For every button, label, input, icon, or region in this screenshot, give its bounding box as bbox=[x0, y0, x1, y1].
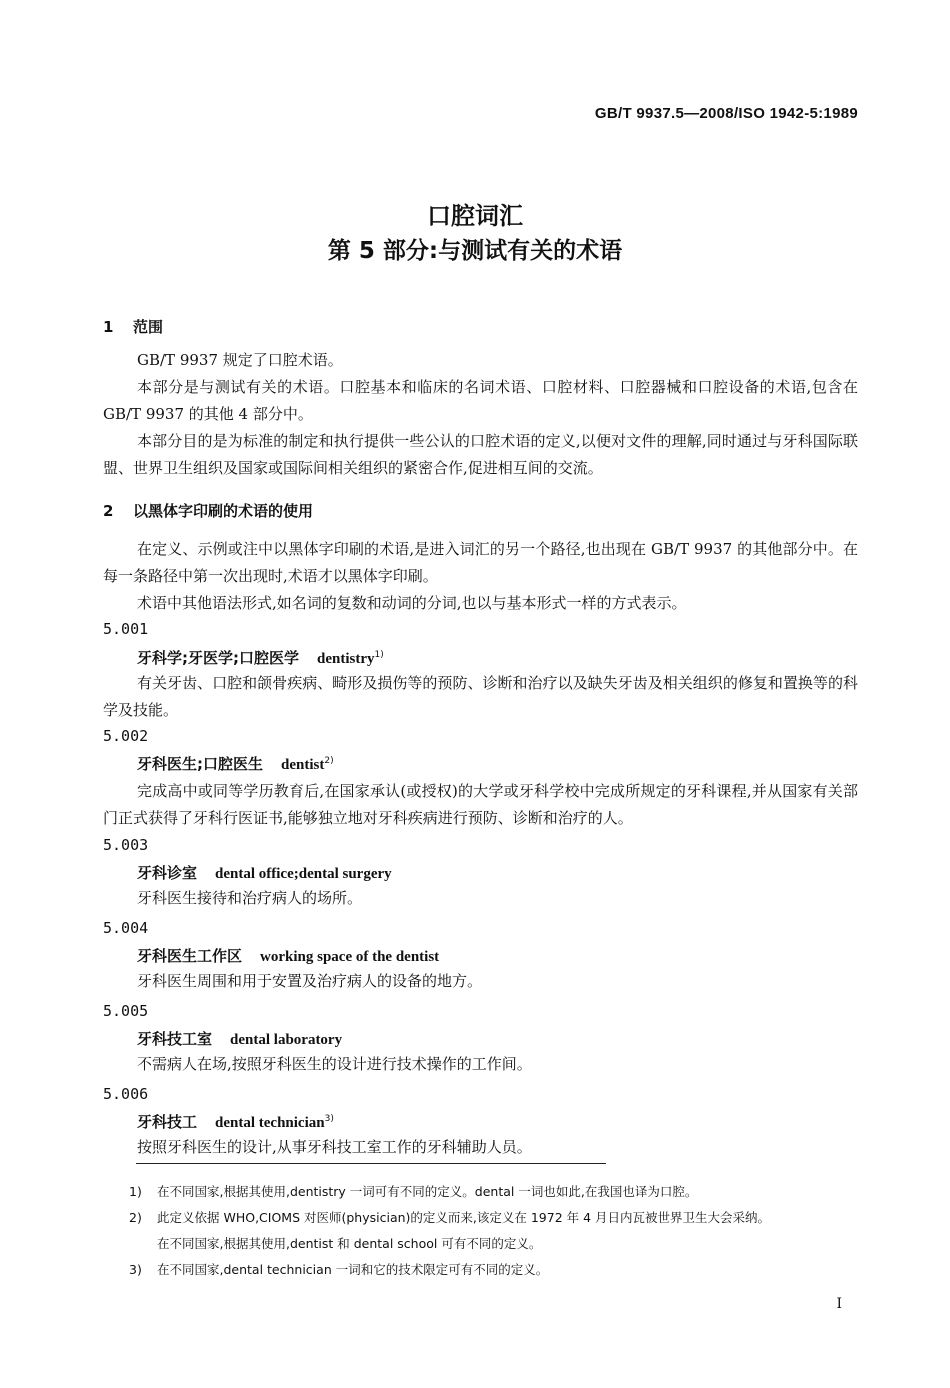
definition-text: 按照牙科医生的设计,从事牙科技工室工作的牙科辅助人员。 bbox=[137, 1138, 532, 1156]
document-title: 口腔词汇 bbox=[427, 202, 523, 230]
page-number: I bbox=[836, 1296, 842, 1312]
section-1-heading bbox=[103, 316, 163, 337]
term-zh: 牙科技工 bbox=[137, 1113, 198, 1131]
definition-text: 完成高中或同等学历教育后,在国家承认(或授权)的大学或牙科学校中完成所规定的牙科课程,并从国家有关部门正式获得了牙科行医证书,能够独立地对牙科疾病进行预防、诊断和治疗的人。 bbox=[103, 782, 858, 827]
entry-definition bbox=[103, 670, 858, 724]
footnote-ref: 1) bbox=[374, 650, 384, 660]
entry-term bbox=[137, 1028, 342, 1049]
footnote-continuation: 在不同国家,根据其使用,dentist 和 dental school 可有不同的定义。 bbox=[157, 1236, 542, 1251]
term-en: dentist bbox=[281, 757, 325, 773]
footnote-ref: 3) bbox=[324, 1114, 334, 1124]
footnote-mark: 2) bbox=[129, 1210, 142, 1225]
footnote bbox=[129, 1260, 548, 1280]
term-zh: 牙科医生;口腔医生 bbox=[137, 755, 263, 773]
footnote bbox=[129, 1182, 697, 1202]
entry-number: 5.005 bbox=[103, 1002, 149, 1020]
entry-definition bbox=[103, 885, 858, 912]
entry-term bbox=[137, 647, 384, 668]
term-en: dental office;dental surgery bbox=[215, 866, 392, 882]
footnote-mark: 1) bbox=[129, 1184, 142, 1199]
term-zh: 牙科技工室 bbox=[137, 1030, 213, 1048]
footnote-text: 此定义依据 WHO,CIOMS 对医师(physician)的定义而来,该定义在 1972 年 4 月日内瓦被世界卫生大会采纳。 bbox=[157, 1210, 771, 1225]
entry-number: 5.002 bbox=[103, 727, 149, 745]
paragraph: 本部分目的是为标准的制定和执行提供一些公认的口腔术语的定义,以便对文件的理解,同时通过与牙科国际联盟、世界卫生组织及国家或国际间相关组织的紧密合作,促进相互间的交流。 bbox=[103, 432, 858, 477]
entry-number: 5.006 bbox=[103, 1085, 149, 1103]
entry-definition bbox=[103, 1134, 858, 1161]
section-2-heading bbox=[103, 500, 313, 521]
paragraph: 术语中其他语法形式,如名词的复数和动词的分词,也以与基本形式一样的方式表示。 bbox=[137, 594, 687, 612]
term-en: dentistry bbox=[317, 651, 375, 667]
entry-number: 5.001 bbox=[103, 620, 149, 638]
entry-number: 5.004 bbox=[103, 919, 149, 937]
term-en: working space of the dentist bbox=[260, 949, 440, 965]
entry-number: 5.003 bbox=[103, 836, 149, 854]
entry-definition bbox=[103, 1051, 858, 1078]
entry-term bbox=[137, 862, 392, 883]
definition-text: 牙科医生接待和治疗病人的场所。 bbox=[137, 889, 363, 907]
entry-definition bbox=[103, 968, 858, 995]
standard-code: GB/T 9937.5—2008/ISO 1942-5:1989 bbox=[594, 105, 858, 122]
footnote bbox=[129, 1208, 770, 1228]
term-en: dental technician bbox=[215, 1115, 325, 1131]
footnote-text: 在不同国家,根据其使用,dentistry 一词可有不同的定义。dental 一词也如此,在我国也译为口腔。 bbox=[157, 1184, 698, 1199]
footnote-text: 在不同国家,dental technician 一词和它的技术限定可有不同的定义。 bbox=[157, 1262, 549, 1277]
document-subtitle: 第 5 部分:与测试有关的术语 bbox=[327, 238, 623, 264]
section-number: 1 bbox=[103, 318, 114, 336]
paragraph: 在定义、示例或注中以黑体字印刷的术语,是进入词汇的另一个路径,也出现在 GB/T 9937 的其他部分中。在每一条路径中第一次出现时,术语才以黑体字印刷。 bbox=[103, 540, 858, 585]
definition-text: 不需病人在场,按照牙科医生的设计进行技术操作的工作间。 bbox=[137, 1055, 532, 1073]
entry-term bbox=[137, 753, 334, 774]
section-2-body bbox=[103, 536, 858, 617]
footnote-ref: 2) bbox=[324, 756, 334, 766]
term-zh: 牙科诊室 bbox=[137, 864, 198, 882]
section-number: 2 bbox=[103, 502, 114, 520]
entry-term bbox=[137, 945, 439, 966]
term-zh: 牙科学;牙医学;口腔医学 bbox=[137, 649, 299, 667]
paragraph: 本部分是与测试有关的术语。口腔基本和临床的名词术语、口腔材料、口腔器械和口腔设备的术语,包含在 GB/T 9937 的其他 4 部分中。 bbox=[103, 378, 858, 423]
paragraph: GB/T 9937 规定了口腔术语。 bbox=[137, 351, 343, 369]
section-title: 范围 bbox=[133, 318, 164, 336]
section-title: 以黑体字印刷的术语的使用 bbox=[133, 502, 314, 520]
term-zh: 牙科医生工作区 bbox=[137, 947, 243, 965]
section-1-body bbox=[103, 347, 858, 482]
term-en: dental laboratory bbox=[230, 1032, 343, 1048]
definition-text: 有关牙齿、口腔和颌骨疾病、畸形及损伤等的预防、诊断和治疗以及缺失牙齿及相关组织的修复和置换等的科学及技能。 bbox=[103, 674, 858, 719]
footnote-mark: 3) bbox=[129, 1262, 142, 1277]
footnote-divider bbox=[136, 1163, 606, 1164]
entry-term bbox=[137, 1111, 334, 1132]
definition-text: 牙科医生周围和用于安置及治疗病人的设备的地方。 bbox=[137, 972, 483, 990]
entry-definition bbox=[103, 778, 858, 832]
